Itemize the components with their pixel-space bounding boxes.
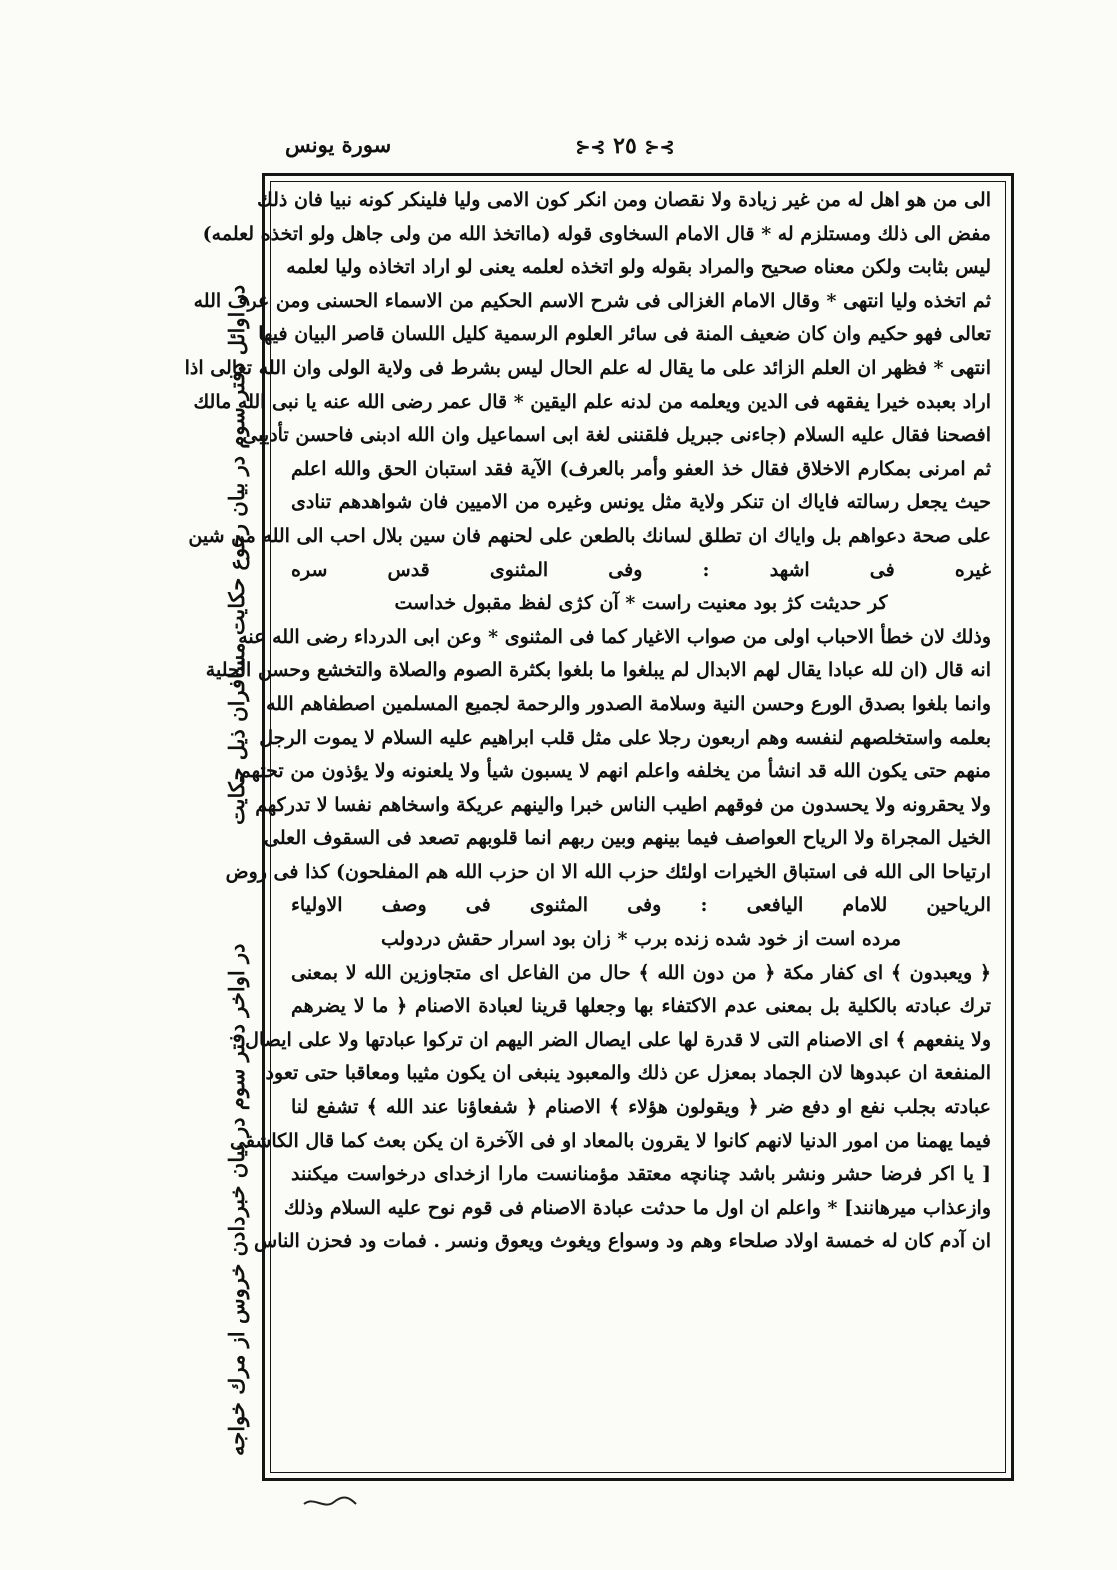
verse-line: كر حديثت كژ بود معنيت راست * آن كژى لفظ مقبول خداست bbox=[394, 592, 888, 615]
text-line: منهم حتى يكون الله قد انشأ من يخلفه واعلم انهم لا يسبون شيأ ولا يلعنونه ولا يؤذون من تحتهم bbox=[239, 760, 991, 783]
page-number-text: ٢٥ bbox=[613, 133, 637, 159]
text-line: ان آدم كان له خمسة اولاد صلحاء وهم ود وسواع ويغوث ويعوق ونسر . فمات ود فحزن الناس bbox=[254, 1230, 991, 1253]
text-line: الرياحين للامام اليافعى : وفى المثنوى فى وصف الاولياء bbox=[291, 894, 991, 917]
margin-gloss-bottom: در اواخر دفتر سوم در بيان خبردادن خروس از مرك خواجه bbox=[224, 943, 249, 1457]
page-header bbox=[265, 128, 1015, 168]
text-line: ثم اتخذه وليا انتهى * وقال الامام الغزالى فى شرح الاسم الحكيم من الاسماء الحسنى ومن عرف الله bbox=[193, 289, 991, 312]
text-line: ولا يحقرونه ولا يحسدون من فوقهم اطيب الناس خبرا والينهم عريكة واسخاهم نفسا لا تدركهم bbox=[255, 793, 991, 816]
text-line: ترك عبادته بالكلية بل بمعنى عدم الاكتفاء بها وجعلها قرينا لعبادة الاصنام ﴿ ما لا يضرهم bbox=[291, 995, 991, 1018]
page-number bbox=[565, 128, 685, 164]
text-line: ليس بثابت ولكن معناه صحيح والمراد بقوله ولو اتخذه لعلمه يعنى لو اراد اتخاذه وليا لعلمه bbox=[286, 256, 991, 279]
text-line: ﴿ ويعبدون ﴾ اى كفار مكة ﴿ من دون الله ﴾ حال من الفاعل اى متجاوزين الله لا بمعنى bbox=[291, 961, 991, 984]
text-line: الخيل المجراة ولا الرياح العواصف فيما بينهم وبين ربهم انما قلوبهم تصعد فى السقوف العلى bbox=[264, 827, 991, 850]
text-line: انه قال (ان لله عبادا يقال لهم الابدال لم يبلغوا ما بلغوا بكثرة الصوم والصلاة والتخشع وحسن الحلية bbox=[205, 659, 991, 682]
text-line: مفض الى ذلك ومستلزم له * قال الامام السخاوى قوله (مااتخذ الله من ولى جاهل ولو اتخذه لعلمه) bbox=[202, 222, 991, 245]
text-line: وذلك لان خطأ الاحباب اولى من صواب الاغيار كما فى المثنوى * وعن ابى الدرداء رضى الله عنه bbox=[238, 625, 991, 648]
text-line: عبادته بجلب نفع او دفع ضر ﴿ ويقولون هؤلاء ﴾ الاصنام ﴿ شفعاؤنا عند الله ﴾ تشفع لنا bbox=[291, 1096, 991, 1119]
verse-line: مرده است از خود شده زنده برب * زان بود اسرار حقش دردولب bbox=[380, 928, 902, 951]
margin-gloss-top: در اوائل دفتر سوم در بيان رجوع حكايت مسافران ذيل حكايت bbox=[224, 284, 249, 826]
text-line: المنفعة ان عبدوها لان الجماد بمعزل عن ذلك والمعبود ينبغى ان يكون مثيبا ومعاقبا حتى تعود bbox=[265, 1062, 991, 1085]
ornament-right-icon: ⊱⊰ bbox=[575, 137, 606, 158]
text-line: فيما يهمنا من امور الدنيا لانهم كانوا لا يقرون بالمعاد او فى الآخرة ان يكن بعث كما قال الكاشفى bbox=[230, 1129, 991, 1152]
text-line: بعلمه واستخلصهم لنفسه وهم اربعون رجلا على مثل قلب ابراهيم عليه السلام لا يموت الرجل bbox=[259, 726, 991, 749]
text-line: ولا ينفعهم ﴾ اى الاصنام التى لا قدرة لها على ايصال الضر اليهم ان تركوا عبادتها ولا على ايصال bbox=[245, 1028, 991, 1051]
text-line: الى من هو اهل له من غير زيادة ولا نقصان ومن انكر كون الامى وليا فلينكر كونه نبيا فان ذلك bbox=[257, 189, 991, 211]
text-line: انتهى * فظهر ان العلم الزائد على ما يقال له علم الحال ليس بشرط فى ولاية الولى وان الله تعالى اذا bbox=[184, 356, 991, 379]
text-line: افصحنا فقال عليه السلام (جاءنى جبريل فلقننى لغة ابى اسماعيل وان الله ادبنى فاحسن تأديبى bbox=[242, 424, 991, 447]
text-line: تعالى فهو حكيم وان كان ضعيف المنة فى سائر العلوم الرسمية كليل اللسان قاصر البيان فيها bbox=[258, 323, 991, 346]
text-line: وانما بلغوا بصدق الورع وحسن النية وسلامة الصدور والرحمة لجميع المسلمين اصطفاهم الله bbox=[266, 692, 991, 715]
surah-title: سورة يونس bbox=[285, 132, 392, 157]
text-line: غيره فى اشهد : وفى المثنوى قدس سره bbox=[291, 558, 991, 581]
text-line: حيث يجعل رسالته فاياك ان تنكر ولاية مثل يونس وغيره من الاميين فان شواهدهم تنادى bbox=[291, 491, 991, 514]
footer-ornament bbox=[300, 1492, 360, 1514]
text-line: اراد بعبده خيرا يفقهه فى الدين ويعلمه من لدنه علم اليقين * قال عمر رضى الله عنه يا نبى الله مالك bbox=[193, 390, 991, 413]
text-line: على صحة دعواهم بل واياك ان تطلق لسانك بالطعن على لحنهم فان سين بلال احب الى الله من شين bbox=[188, 524, 991, 547]
text-line: [ يا اكر فرضا حشر ونشر باشد چنانچه معتقد مؤمنانست مارا ازخداى درخواست ميكنند bbox=[291, 1163, 991, 1186]
text-line: ثم امرنى بمكارم الاخلاق فقال خذ العفو وأمر بالعرف) الآية فقد استبان الحق والله اعلم bbox=[291, 457, 991, 480]
text-line: ارتياحا الى الله فى استباق الخيرات اولئك حزب الله الا ان حزب الله هم المفلحون) كذا فى روض bbox=[225, 860, 991, 883]
ornament-left-icon: ⊱⊰ bbox=[644, 137, 675, 158]
text-line: وازعذاب ميرهانند] * واعلم ان اول ما حدثت عبادة الاصنام فى قوم نوح عليه السلام وذلك bbox=[283, 1196, 991, 1219]
